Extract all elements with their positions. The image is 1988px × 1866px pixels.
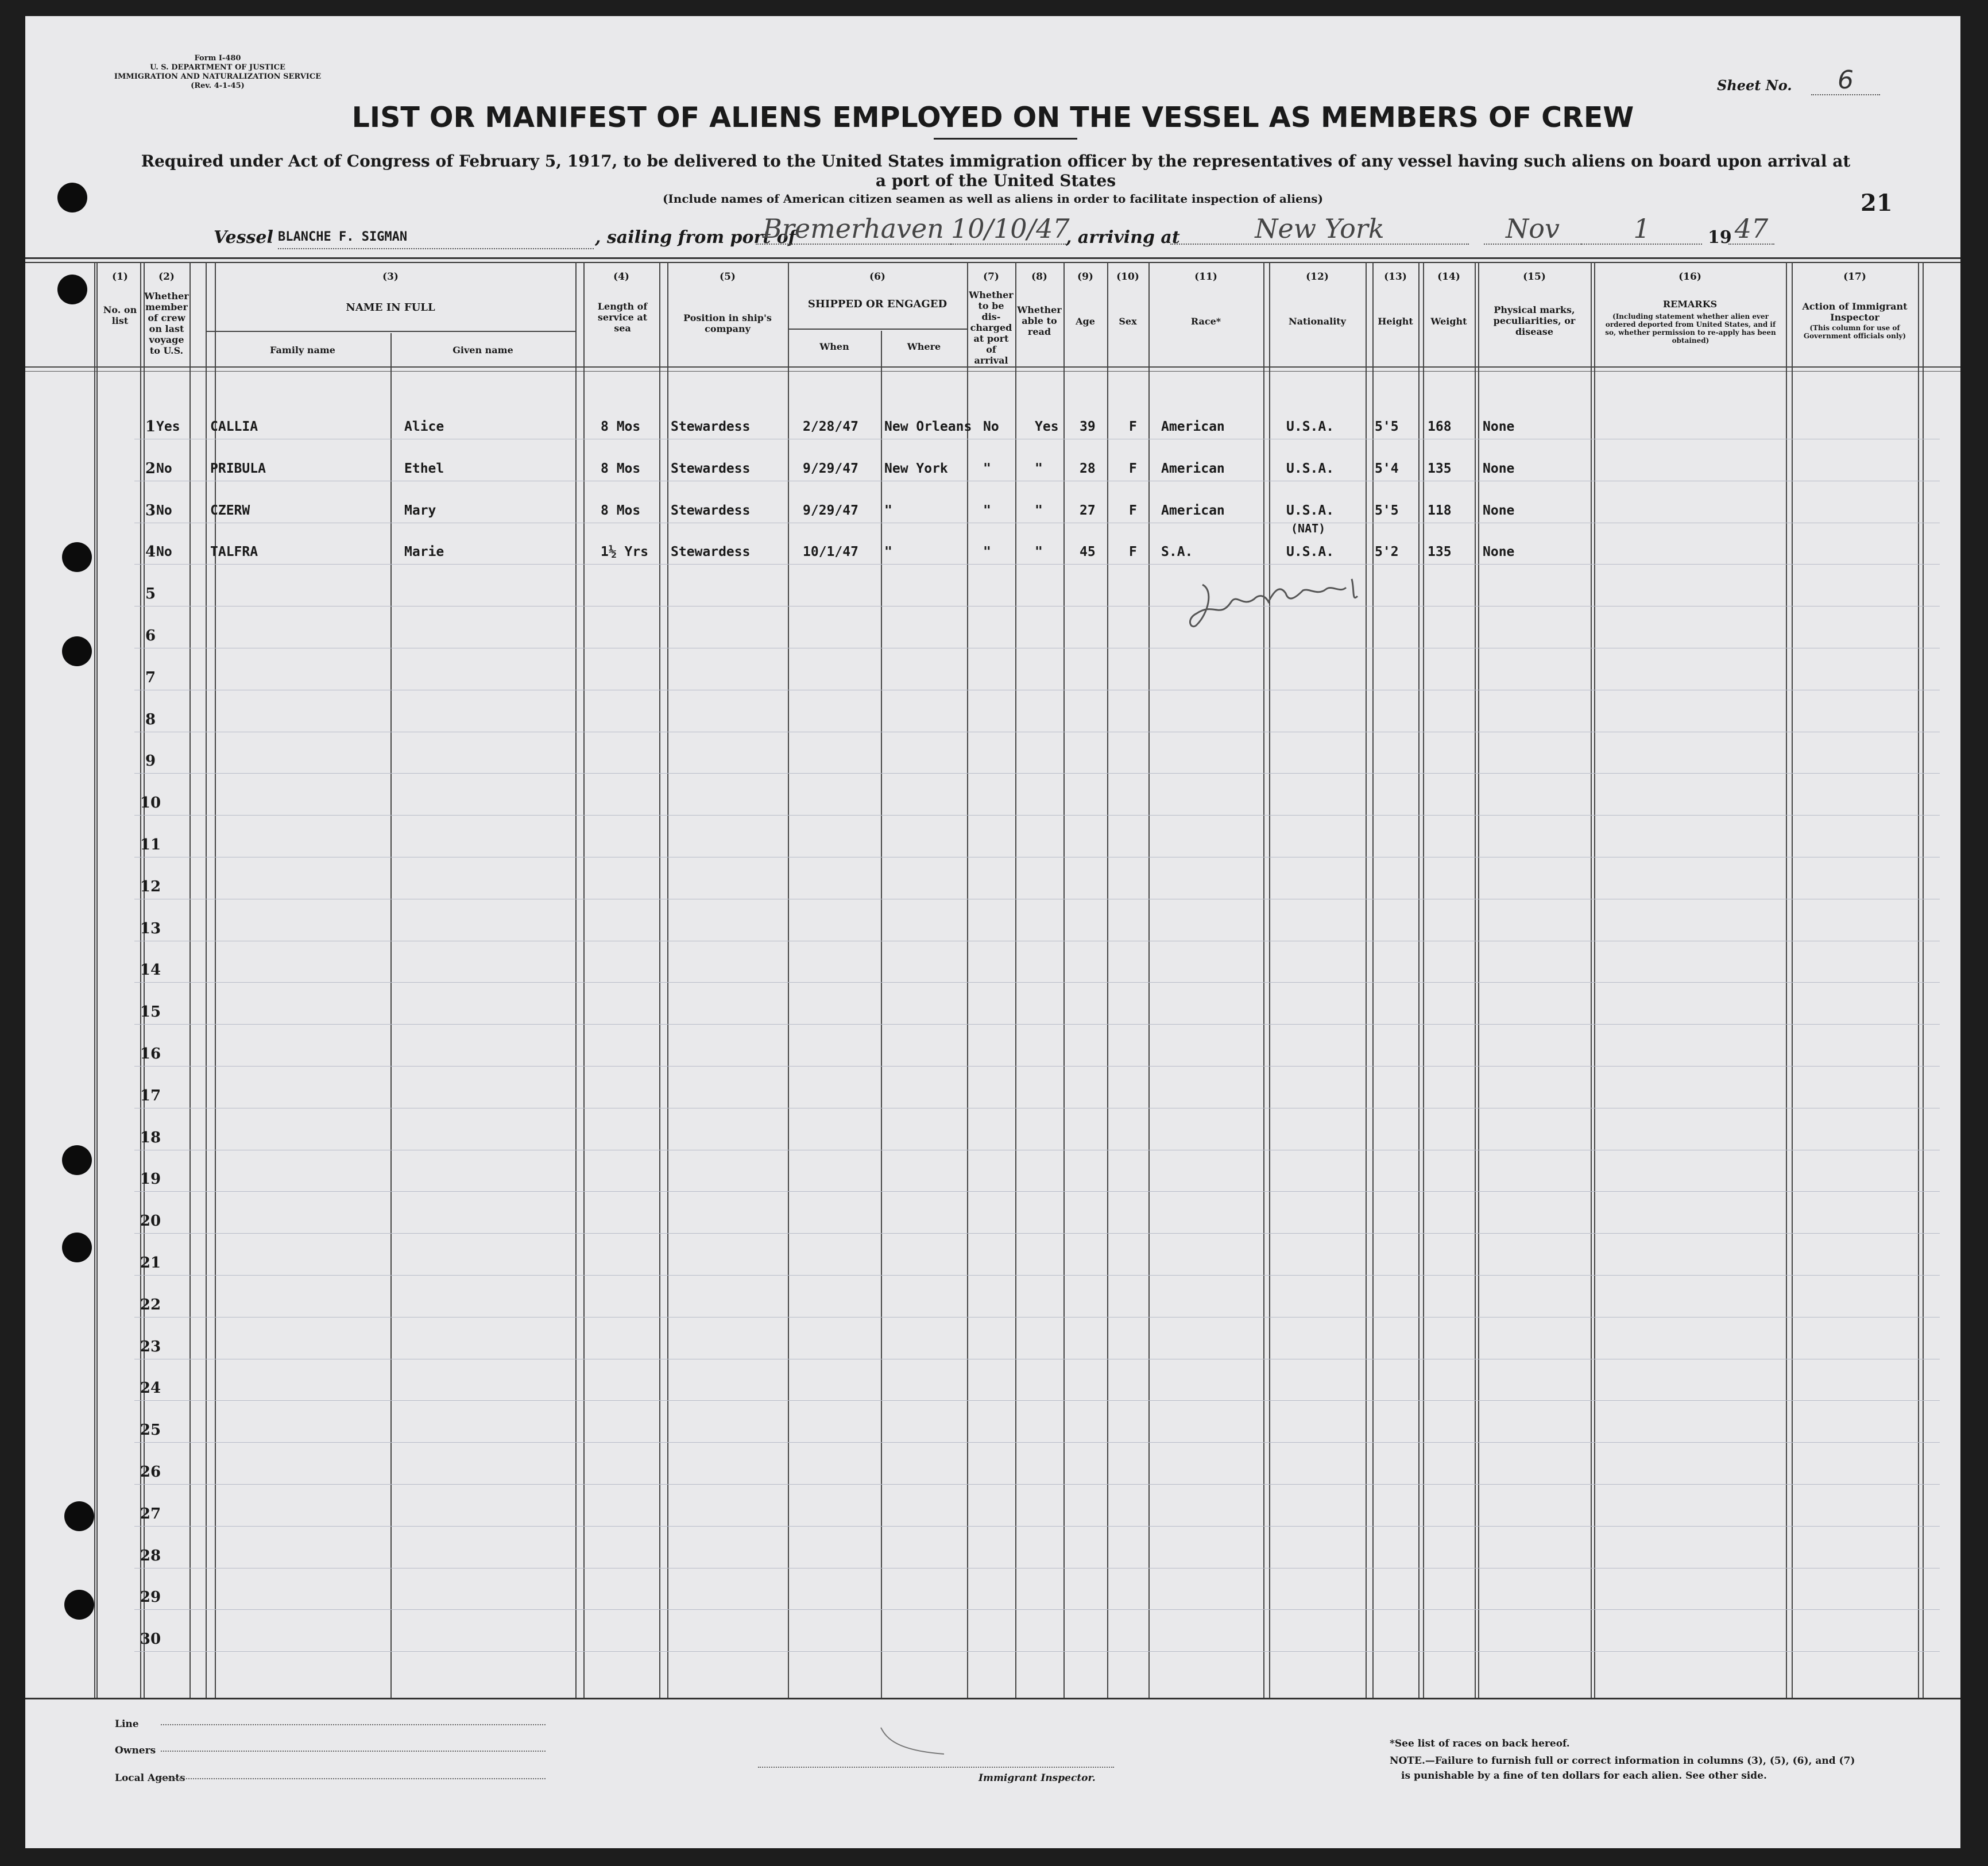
table-top-rule <box>25 257 1960 259</box>
row-rule <box>134 1024 1940 1025</box>
crew-sex: F <box>1129 419 1137 434</box>
inspector-mark <box>875 1722 956 1762</box>
row-rule <box>134 1484 1940 1485</box>
column-divider <box>215 262 216 1698</box>
crew-position: Stewardess <box>671 419 751 434</box>
inspector-signature-field <box>758 1767 1114 1768</box>
crew-sex: F <box>1129 461 1137 476</box>
column-number: (13) <box>1384 271 1407 283</box>
row-rule <box>134 1442 1940 1443</box>
column-number: (3) <box>382 271 399 283</box>
arrival-month: Nov <box>1484 214 1581 245</box>
binder-hole <box>62 1145 92 1175</box>
column-divider <box>788 262 789 1698</box>
binder-hole <box>64 1590 94 1620</box>
header-bottom-rule-inner <box>25 371 1960 372</box>
crew-physical-marks: None <box>1483 503 1515 518</box>
header-when: When <box>819 341 849 352</box>
column-number: (2) <box>158 271 175 283</box>
header-remarks-note: (Including statement whether alien ever ordered deported from United States, and if so, whether permission to re-apply has been obtained) <box>1605 312 1776 345</box>
sheet-number-label: Sheet No. <box>1717 77 1792 94</box>
header-inspector-action: Action of Immigrant Inspector <box>1802 301 1908 323</box>
column-divider <box>575 262 577 1698</box>
crew-race: American <box>1161 461 1225 476</box>
crew-family-name: TALFRA <box>210 544 258 559</box>
handwritten-signature <box>1179 567 1398 648</box>
title-underline <box>934 138 1077 140</box>
crew-height: 5'4 <box>1375 461 1399 476</box>
column-divider <box>189 262 191 1698</box>
column-divider <box>1263 262 1264 1698</box>
crew-engaged-when: 10/1/47 <box>803 544 858 559</box>
column-divider <box>1923 262 1924 1698</box>
crew-height: 5'5 <box>1375 503 1399 518</box>
row-rule <box>134 1526 1940 1527</box>
sailing-port: Bremerhaven <box>756 214 951 245</box>
crew-family-name: PRIBULA <box>210 461 266 476</box>
row-rule <box>134 1400 1940 1401</box>
header-where: Where <box>907 341 941 352</box>
row-number: 22 <box>140 1296 161 1313</box>
sailing-date: 10/10/47 <box>951 213 1070 244</box>
crew-physical-marks: None <box>1483 544 1515 559</box>
crew-physical-marks: None <box>1483 419 1515 434</box>
line-field <box>161 1724 546 1725</box>
form-revision: (Rev. 4-1-45) <box>191 82 245 90</box>
crew-service-length: 8 Mos <box>601 503 641 518</box>
column-divider <box>1107 262 1108 1698</box>
crew-discharged: " <box>983 461 991 476</box>
crew-engaged-where: New Orleans <box>884 419 972 434</box>
column-divider <box>967 262 968 1698</box>
crew-engaged-where: New York <box>884 461 948 476</box>
column-divider <box>1015 262 1016 1698</box>
crew-age: 45 <box>1080 544 1096 559</box>
crew-service-length: 1½ Yrs <box>601 544 649 559</box>
column-divider <box>583 262 585 1698</box>
row-number: 29 <box>140 1589 161 1606</box>
column-divider <box>96 262 98 1698</box>
row-number: 8 <box>145 711 156 728</box>
crew-position: Stewardess <box>671 461 751 476</box>
vessel-label: Vessel <box>214 227 273 248</box>
column-divider <box>1372 262 1374 1698</box>
row-number: 20 <box>140 1212 161 1230</box>
row-rule <box>134 564 1940 565</box>
header-bottom-rule <box>25 366 1960 368</box>
row-number: 2 <box>145 460 156 477</box>
row-number: 4 <box>145 543 156 561</box>
department-name: U. S. DEPARTMENT OF JUSTICE <box>150 63 285 72</box>
column-divider <box>1478 262 1479 1698</box>
row-number: 3 <box>145 502 156 519</box>
crew-nationality: U.S.A. <box>1286 461 1335 476</box>
column-divider <box>1475 262 1476 1698</box>
row-number: 25 <box>140 1421 161 1439</box>
crew-race: S.A. <box>1161 544 1193 559</box>
vessel-name: BLANCHE F. SIGMAN <box>278 230 594 249</box>
column-number: (7) <box>983 271 999 283</box>
column-divider <box>659 262 660 1698</box>
row-rule <box>134 1275 1940 1276</box>
crew-able-to-read: " <box>1035 461 1043 476</box>
sheet-number-value: 6 <box>1811 65 1880 95</box>
row-rule <box>134 815 1940 816</box>
page-title: LIST OR MANIFEST OF ALIENS EMPLOYED ON THE VESSEL AS MEMBERS OF CREW <box>351 101 1634 134</box>
row-number: 17 <box>140 1087 161 1104</box>
column-divider <box>1591 262 1592 1698</box>
crew-discharged: " <box>983 503 991 518</box>
column-number: (4) <box>613 271 629 283</box>
footer-line-label: Line <box>115 1718 139 1730</box>
row-rule <box>134 773 1940 774</box>
owners-field <box>161 1751 546 1752</box>
crew-nationality-note: (NAT) <box>1291 521 1326 535</box>
crew-service-length: 8 Mos <box>601 461 641 476</box>
crew-race: American <box>1161 419 1225 434</box>
crew-family-name: CZERW <box>210 503 250 518</box>
crew-weight: 135 <box>1428 461 1452 476</box>
crew-age: 28 <box>1080 461 1096 476</box>
column-divider <box>1366 262 1367 1698</box>
binder-hole <box>62 1233 92 1262</box>
service-name: IMMIGRATION AND NATURALIZATION SERVICE <box>114 72 322 81</box>
shipped-group-rule <box>788 329 967 330</box>
column-divider <box>1148 262 1150 1698</box>
arriving-port: New York <box>1170 214 1469 245</box>
crew-service-length: 8 Mos <box>601 419 641 434</box>
row-number: 10 <box>140 794 161 812</box>
crew-engaged-when: 9/29/47 <box>803 503 858 518</box>
crew-race: American <box>1161 503 1225 518</box>
column-divider <box>1063 262 1065 1698</box>
crew-height: 5'2 <box>1375 544 1399 559</box>
header-weight: Weight <box>1430 316 1467 327</box>
column-divider <box>1786 262 1787 1698</box>
crew-height: 5'5 <box>1375 419 1399 434</box>
crew-nationality: U.S.A. <box>1286 544 1335 559</box>
column-divider <box>144 262 145 1698</box>
crew-discharged: " <box>983 544 991 559</box>
row-number: 27 <box>140 1505 161 1523</box>
table-top-rule-inner <box>25 262 1960 263</box>
arriving-label: , arriving at <box>1066 227 1180 248</box>
row-number: 11 <box>140 836 161 853</box>
crew-position: Stewardess <box>671 503 751 518</box>
header-age: Age <box>1076 316 1095 327</box>
crew-weight: 168 <box>1428 419 1452 434</box>
row-number: 1 <box>145 418 156 435</box>
sailing-label: , sailing from port of <box>595 227 796 248</box>
crew-weight: 118 <box>1428 503 1452 518</box>
crew-nationality: U.S.A. <box>1286 503 1335 518</box>
column-number: (17) <box>1843 271 1866 283</box>
header-remarks: REMARKS <box>1662 299 1718 310</box>
name-group-rule <box>206 331 575 332</box>
footer-inspector-label: Immigrant Inspector. <box>978 1772 1096 1784</box>
header-nationality: Nationality <box>1289 316 1346 327</box>
column-divider <box>1423 262 1424 1698</box>
header-physical-marks: Physical marks, peculiarities, or disease <box>1493 304 1576 337</box>
crew-prev-voyage: No <box>156 503 172 518</box>
row-number: 23 <box>140 1338 161 1355</box>
crew-able-to-read: Yes <box>1035 419 1059 434</box>
column-divider <box>206 262 207 1698</box>
crew-weight: 135 <box>1428 544 1452 559</box>
row-number: 16 <box>140 1045 161 1063</box>
footer-agents-label: Local Agents <box>115 1772 185 1784</box>
crew-physical-marks: None <box>1483 461 1515 476</box>
binder-hole <box>62 542 92 572</box>
form-identifier <box>94 54 341 91</box>
header-family-name: Family name <box>270 345 335 356</box>
page-subtitle: Required under Act of Congress of February 5, 1917, to be delivered to the United States immigration officer by the representatives of any vessel having such aliens on board upon arrival at a port of the United States <box>141 152 1851 190</box>
row-number: 19 <box>140 1170 161 1188</box>
crew-nationality: U.S.A. <box>1286 419 1335 434</box>
row-number: 9 <box>145 752 156 770</box>
column-number: (5) <box>720 271 736 283</box>
crew-sex: F <box>1129 503 1137 518</box>
header-height: Height <box>1378 316 1413 327</box>
crew-prev-voyage: No <box>156 461 172 476</box>
row-number: 5 <box>145 585 156 602</box>
crew-given-name: Mary <box>404 503 436 518</box>
row-rule <box>134 1651 1940 1652</box>
row-number: 28 <box>140 1547 161 1564</box>
crew-engaged-where: " <box>884 503 892 518</box>
binder-hole <box>64 1501 94 1531</box>
row-rule <box>134 1233 1940 1234</box>
arrival-day: 1 <box>1581 214 1702 245</box>
header-no-on-list: No. on list <box>103 304 137 326</box>
column-divider <box>1418 262 1420 1698</box>
header-prev-voyage: Whether member of crew on last voyage to U.S. <box>144 291 189 356</box>
row-number: 6 <box>145 627 156 644</box>
row-number: 30 <box>140 1631 161 1648</box>
column-number: (11) <box>1194 271 1217 283</box>
column-number: (16) <box>1678 271 1701 283</box>
row-number: 18 <box>140 1129 161 1146</box>
penalty-note-line2: is punishable by a fine of ten dollars for each alien. See other side. <box>1401 1770 1767 1782</box>
column-divider <box>1269 262 1270 1698</box>
crew-engaged-when: 2/28/47 <box>803 419 858 434</box>
agents-field <box>161 1778 546 1779</box>
row-rule <box>134 1066 1940 1067</box>
row-number: 15 <box>140 1003 161 1021</box>
row-number: 7 <box>145 669 156 686</box>
race-footnote: *See list of races on back hereof. <box>1390 1738 1570 1749</box>
row-number: 24 <box>140 1380 161 1397</box>
row-number: 21 <box>140 1254 161 1272</box>
crew-family-name: CALLIA <box>210 419 258 434</box>
column-divider <box>1792 262 1793 1698</box>
include-note: (Include names of American citizen seamen as well as aliens in order to facilitate inspection of aliens) <box>662 192 1324 206</box>
crew-able-to-read: " <box>1035 544 1043 559</box>
binder-hole <box>57 183 87 213</box>
header-sex: Sex <box>1119 316 1137 327</box>
year-prefix: 19 <box>1708 227 1732 248</box>
crew-age: 27 <box>1080 503 1096 518</box>
table-bottom-rule <box>25 1698 1960 1699</box>
column-divider <box>1918 262 1919 1698</box>
form-number: Form I-480 <box>194 54 241 63</box>
crew-given-name: Marie <box>404 544 444 559</box>
header-length-of-service: Length of service at sea <box>597 301 648 334</box>
binder-hole <box>57 275 87 304</box>
column-number: (15) <box>1523 271 1546 283</box>
header-shipped-engaged: SHIPPED OR ENGAGED <box>807 298 947 310</box>
column-number: (12) <box>1306 271 1329 283</box>
column-number: (9) <box>1077 271 1093 283</box>
column-divider <box>667 262 668 1698</box>
crew-engaged-when: 9/29/47 <box>803 461 858 476</box>
column-divider <box>94 262 95 1698</box>
manifest-sheet <box>25 16 1960 1848</box>
crew-prev-voyage: Yes <box>156 419 180 434</box>
column-number: (10) <box>1116 271 1139 283</box>
binder-hole <box>62 636 92 666</box>
row-number: 26 <box>140 1463 161 1481</box>
column-number: (1) <box>112 271 128 283</box>
header-discharged: Whether to be dis-charged at port of arrival <box>969 289 1014 366</box>
crew-discharged: No <box>983 419 999 434</box>
row-rule <box>134 1191 1940 1192</box>
column-number: (6) <box>869 271 885 283</box>
row-rule <box>134 1317 1940 1318</box>
header-given-name: Given name <box>452 345 513 356</box>
crew-age: 39 <box>1080 419 1096 434</box>
column-divider <box>881 331 882 1698</box>
column-number: (14) <box>1437 271 1460 283</box>
header-able-to-read: Whether able to read <box>1017 304 1062 337</box>
row-number: 13 <box>140 920 161 937</box>
footer-owners-label: Owners <box>115 1745 156 1756</box>
row-rule <box>134 1609 1940 1610</box>
year-suffix: 47 <box>1728 214 1774 245</box>
column-number: (8) <box>1031 271 1047 283</box>
header-inspector-note: (This column for use of Government officials only) <box>1803 324 1906 340</box>
row-rule <box>134 982 1940 983</box>
crew-able-to-read: " <box>1035 503 1043 518</box>
penalty-note-line1: NOTE.—Failure to furnish full or correct information in columns (3), (5), (6), and (7) <box>1390 1755 1855 1767</box>
header-race: Race* <box>1190 316 1221 327</box>
column-divider <box>1594 262 1595 1698</box>
crew-engaged-where: " <box>884 544 892 559</box>
crew-prev-voyage: No <box>156 544 172 559</box>
crew-sex: F <box>1129 544 1137 559</box>
page-number: 21 <box>1861 190 1893 217</box>
column-divider <box>140 262 141 1698</box>
crew-given-name: Ethel <box>404 461 444 476</box>
header-position: Position in ship's company <box>683 312 772 334</box>
column-divider <box>390 333 392 1698</box>
row-number: 14 <box>140 961 161 979</box>
header-name-in-full: NAME IN FULL <box>346 302 435 314</box>
crew-given-name: Alice <box>404 419 444 434</box>
crew-position: Stewardess <box>671 544 751 559</box>
row-number: 12 <box>140 878 161 895</box>
